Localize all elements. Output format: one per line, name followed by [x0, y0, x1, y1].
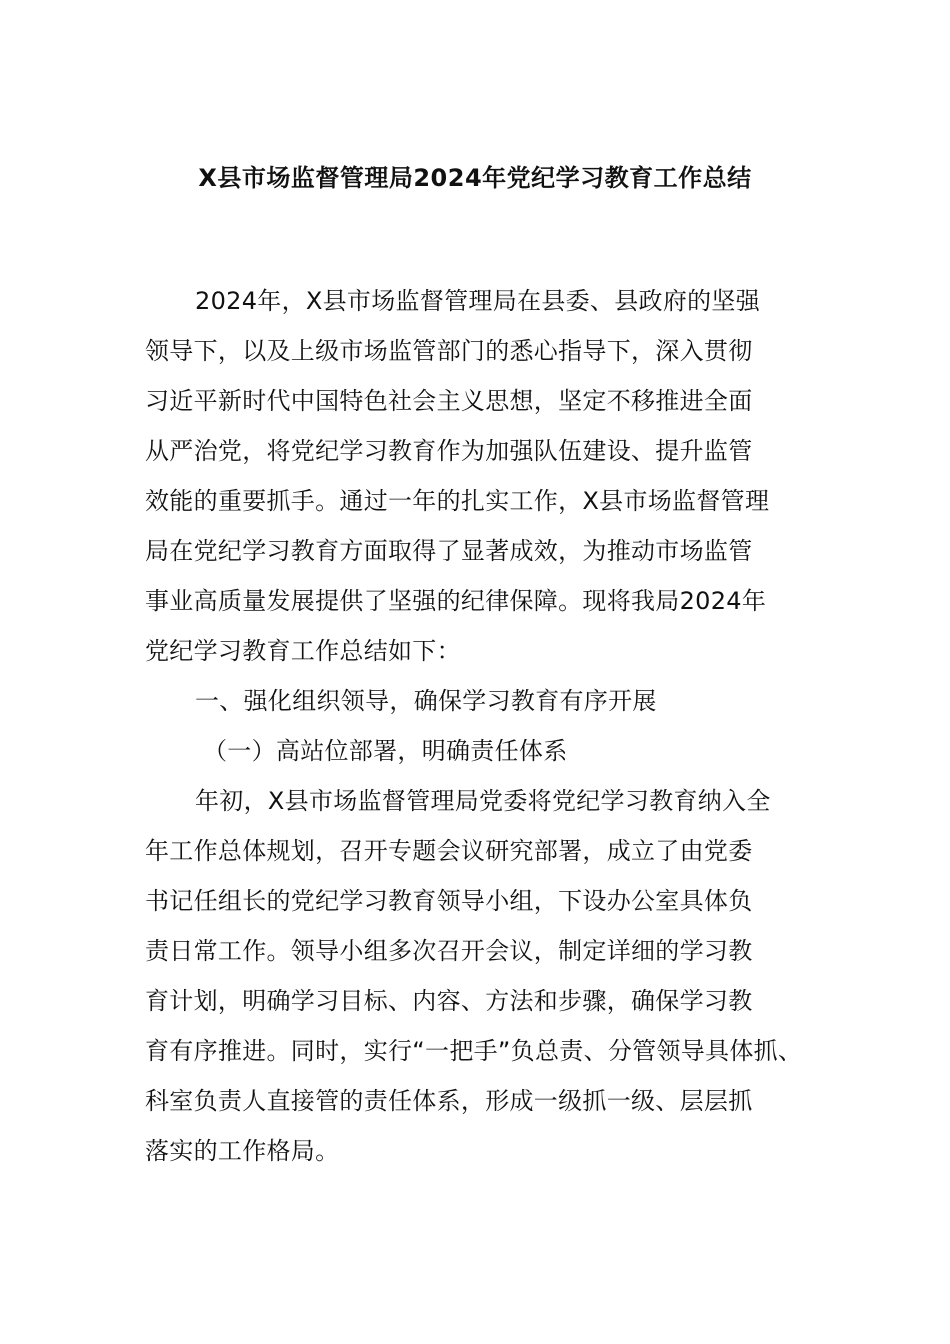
paragraph-line: 育计划，明确学习目标、内容、方法和步骤，确保学习教 — [145, 987, 753, 1015]
paragraph-line: 年工作总体规划，召开专题会议研究部署，成立了由党委 — [145, 837, 753, 865]
document-title: X县市场监督管理局2024年党纪学习教育工作总结 — [198, 164, 752, 192]
paragraph-line: 年初，X县市场监督管理局党委将党纪学习教育纳入全 — [195, 787, 771, 815]
section-heading: 一、强化组织领导，确保学习教育有序开展 — [195, 687, 657, 715]
paragraph-line: 效能的重要抓手。通过一年的扎实工作，X县市场监督管理 — [145, 487, 770, 515]
paragraph-line: 事业高质量发展提供了坚强的纪律保障。现将我局2024年 — [145, 587, 767, 615]
paragraph-line: 育有序推进。同时，实行“一把手”负总责、分管领导具体抓、 — [145, 1037, 803, 1065]
paragraph-line: 党纪学习教育工作总结如下： — [145, 637, 461, 665]
paragraph-line: 领导下，以及上级市场监管部门的悉心指导下，深入贯彻 — [145, 337, 753, 365]
paragraph-line: 书记任组长的党纪学习教育领导小组，下设办公室具体负 — [145, 887, 753, 915]
paragraph-line: 落实的工作格局。 — [145, 1137, 340, 1165]
paragraph-line: 2024年，X县市场监督管理局在县委、县政府的坚强 — [195, 287, 761, 315]
paragraph-line: 从严治党，将党纪学习教育作为加强队伍建设、提升监管 — [145, 437, 753, 465]
paragraph-line: 习近平新时代中国特色社会主义思想，坚定不移推进全面 — [145, 387, 753, 415]
paragraph-line: 科室负责人直接管的责任体系，形成一级抓一级、层层抓 — [145, 1087, 753, 1115]
subsection-heading: （一）高站位部署，明确责任体系 — [203, 737, 568, 765]
paragraph-line: 局在党纪学习教育方面取得了显著成效，为推动市场监管 — [145, 537, 753, 565]
paragraph-line: 责日常工作。领导小组多次召开会议，制定详细的学习教 — [145, 937, 753, 965]
